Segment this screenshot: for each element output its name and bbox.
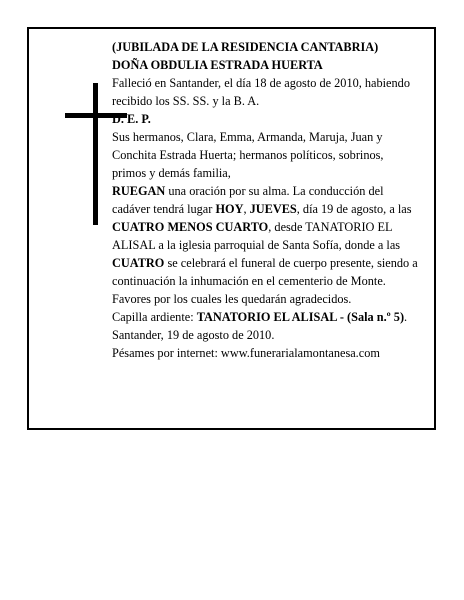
- hoy-label: HOY: [215, 202, 244, 216]
- funeral-text: se celebrará el funeral de cuerpo presente, siendo a continuación la inhumación en el cementerio de Monte. Favores por los cuales les quedarán agradecidos.: [112, 256, 418, 306]
- date-text: , día 19 de agosto, a las: [296, 202, 412, 216]
- chapel-value: TANATORIO EL ALISAL - (Sala n.º 5): [196, 310, 405, 324]
- dep-label: D. E. P.: [112, 112, 151, 126]
- departure-time: CUATRO MENOS CUARTO: [112, 220, 269, 234]
- obituary-text: [112, 38, 418, 362]
- chapel-end: .: [404, 310, 408, 324]
- family-list: Sus hermanos, Clara, Emma, Armanda, Maruja, Juan y Conchita Estrada Huerta; hermanos políticos, sobrinos, primos y demás familia,: [112, 130, 384, 180]
- ruegan-label: RUEGAN: [112, 184, 166, 198]
- prayer-text: una oración por su alma. La conducción del cadáver tendrá lugar: [112, 184, 384, 216]
- subtitle: (JUBILADA DE LA RESIDENCIA CANTABRIA): [112, 40, 379, 54]
- ceremony-details: [112, 182, 418, 308]
- route-text: , desde TANATORIO EL ALISAL a la iglesia parroquial de Santa Sofía, donde a las: [112, 220, 401, 252]
- deceased-name: DOÑA OBDULIA ESTRADA HUERTA: [112, 58, 323, 72]
- comma-text: ,: [243, 202, 250, 216]
- death-info: Falleció en Santander, el día 18 de agosto de 2010, habiendo recibido los SS. SS. y la B. A.: [112, 76, 410, 108]
- chapel-info: [112, 308, 418, 326]
- chapel-label: Capilla ardiente:: [112, 310, 197, 324]
- jueves-label: JUEVES: [249, 202, 297, 216]
- condolences-link: Pésames por internet: www.funerarialamontanesa.com: [112, 346, 380, 360]
- funeral-time: CUATRO: [112, 256, 165, 270]
- place-date: Santander, 19 de agosto de 2010.: [112, 328, 275, 342]
